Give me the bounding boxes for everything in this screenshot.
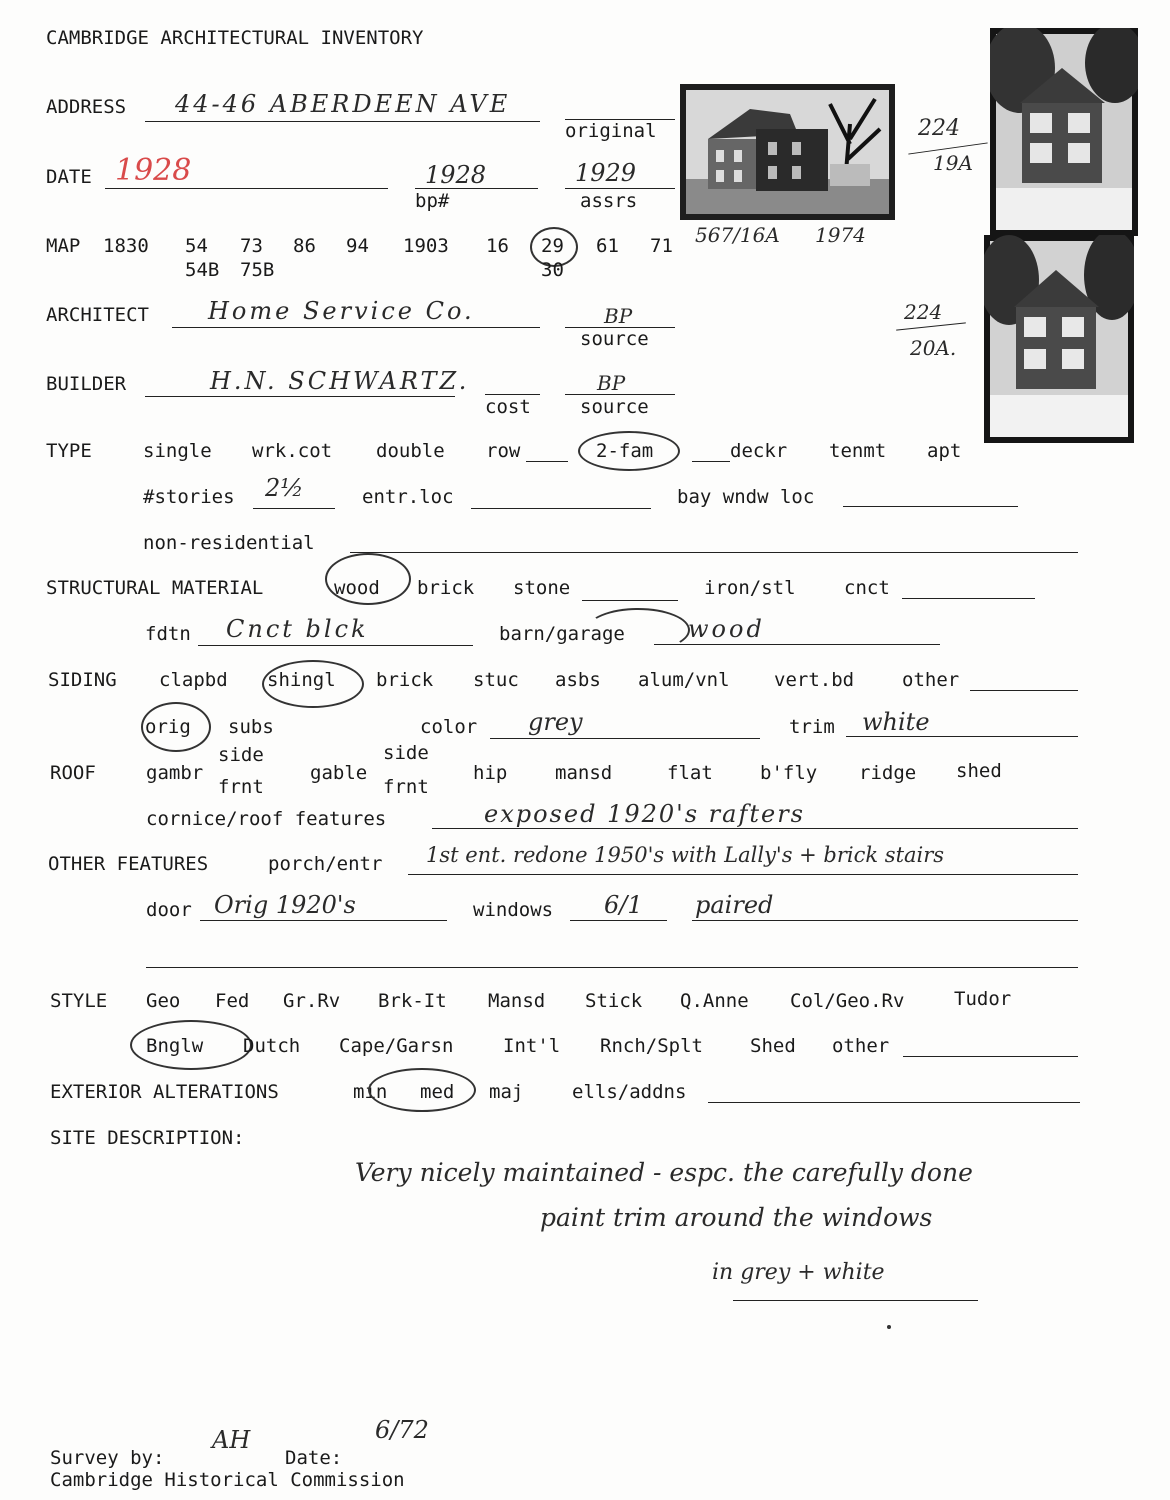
- structural-brick: brick: [417, 577, 475, 599]
- photo-top-image: [990, 28, 1138, 236]
- roof-ridge: ridge: [859, 762, 917, 784]
- original-label: original: [565, 120, 657, 142]
- stone-line: [582, 600, 678, 601]
- windows-value: 6/1: [604, 891, 643, 919]
- type-wrkcot: wrk.cot: [252, 440, 333, 462]
- site-line-3: in grey + white: [712, 1260, 885, 1285]
- map-86: 86: [293, 235, 316, 257]
- survey-label: Survey by:: [50, 1447, 165, 1469]
- trim-value: white: [862, 708, 930, 736]
- color-value: grey: [528, 708, 583, 736]
- bnglw-circle: [130, 1020, 252, 1070]
- row-line: [526, 461, 568, 462]
- form-title: CAMBRIDGE ARCHITECTURAL INVENTORY: [46, 27, 424, 49]
- site-line-1: Very nicely maintained - espc. the carefully done: [355, 1158, 973, 1187]
- structural-stone: stone: [513, 577, 571, 599]
- roof-side-1: side: [218, 744, 264, 766]
- style-bnglw: Bnglw: [146, 1035, 204, 1057]
- windows-note: paired: [695, 891, 774, 919]
- style-grrv: Gr.Rv: [283, 990, 341, 1012]
- assrs-line: [565, 188, 675, 189]
- med-circle: [368, 1068, 476, 1112]
- cornice-value: exposed 1920's rafters: [484, 800, 805, 828]
- survey-value: AH: [212, 1426, 251, 1454]
- roof-label: ROOF: [50, 762, 96, 784]
- siding-clapbd: clapbd: [159, 669, 228, 691]
- roof-hip: hip: [473, 762, 508, 784]
- style-mansd: Mansd: [488, 990, 546, 1012]
- type-row: row: [486, 440, 521, 462]
- porch-value: 1st ent. redone 1950's with Lally's + brick stairs: [426, 843, 945, 867]
- type-label: TYPE: [46, 440, 92, 462]
- porch-line: [408, 874, 1078, 875]
- style-other: other: [832, 1035, 890, 1057]
- style-tudor: Tudor: [954, 988, 1012, 1010]
- shingl-circle: [262, 660, 364, 708]
- other-features-label: OTHER FEATURES: [48, 853, 209, 875]
- map-54b: 54B: [185, 259, 220, 281]
- address-value: 44-46 ABERDEEN AVE: [175, 90, 511, 118]
- alterations-med: med: [420, 1081, 455, 1103]
- map-94: 94: [346, 235, 369, 257]
- map-61: 61: [596, 235, 619, 257]
- cost-line: [485, 394, 540, 395]
- style-other-line: [903, 1056, 1078, 1057]
- deckr-line: [692, 461, 730, 462]
- nonres-label: non-residential: [143, 532, 315, 554]
- house-photo-bottom: [984, 235, 1134, 443]
- style-shed: Shed: [750, 1035, 796, 1057]
- alterations-maj: maj: [489, 1081, 524, 1103]
- architect-source-label: source: [580, 328, 649, 350]
- map-1903: 1903: [403, 235, 449, 257]
- style-geo: Geo: [146, 990, 181, 1012]
- house-photo-top: [990, 28, 1138, 236]
- barn-line: [654, 644, 940, 645]
- builder-source-value: BP: [597, 371, 626, 395]
- siding-orig: orig: [145, 716, 191, 738]
- cost-label: cost: [485, 396, 531, 418]
- address-line: [145, 121, 540, 122]
- bay-line: [843, 506, 1018, 507]
- style-colgeorv: Col/Geo.Rv: [790, 990, 905, 1012]
- map-30: 30: [541, 259, 564, 281]
- siding-subs: subs: [228, 716, 274, 738]
- builder-label: BUILDER: [46, 373, 127, 395]
- style-label: STYLE: [50, 990, 108, 1012]
- roof-gable: gable: [310, 762, 368, 784]
- color-line: [490, 738, 760, 739]
- alterations-min: min: [353, 1081, 388, 1103]
- stories-label: #stories: [143, 486, 235, 508]
- roof-frnt-2: frnt: [383, 776, 429, 798]
- wood-circle: [325, 553, 411, 605]
- roof-bfly: b'fly: [760, 762, 818, 784]
- map-71: 71: [650, 235, 673, 257]
- architect-source-value: BP: [604, 304, 633, 328]
- roof-frnt-1: frnt: [218, 776, 264, 798]
- builder-line: [145, 396, 455, 397]
- trim-label: trim: [789, 716, 835, 738]
- date-label: DATE: [46, 166, 92, 188]
- style-rnchsplt: Rnch/Splt: [600, 1035, 703, 1057]
- survey-date-label: Date:: [285, 1447, 343, 1469]
- porch-label: porch/entr: [268, 853, 383, 875]
- siding-other-line: [970, 690, 1078, 691]
- siding-brick: brick: [376, 669, 434, 691]
- type-2fam: 2-fam: [596, 440, 654, 462]
- door-label: door: [146, 899, 192, 921]
- style-dutch: Dutch: [243, 1035, 301, 1057]
- roof-side-2: side: [383, 742, 429, 764]
- photo-top-ref-den: 19A: [933, 151, 973, 175]
- blank-line: [146, 967, 1078, 968]
- roof-gambr: gambr: [146, 762, 204, 784]
- assrs-value: 1929: [575, 159, 637, 187]
- nonres-line: [350, 552, 1078, 553]
- photo-bottom-ref-den: 20A.: [910, 336, 957, 360]
- bay-label: bay wndw loc: [677, 486, 815, 508]
- map-73: 73: [240, 235, 263, 257]
- survey-date-value: 6/72: [375, 1416, 429, 1444]
- windows-note-line: [692, 920, 1078, 921]
- builder-value: H.N. SCHWARTZ.: [210, 367, 470, 395]
- architect-value: Home Service Co.: [208, 297, 475, 325]
- structural-ironstl: iron/stl: [704, 577, 796, 599]
- photo-top-ref-num: 224: [918, 116, 960, 141]
- alterations-line: [708, 1102, 1080, 1103]
- 2fam-circle: [578, 431, 680, 471]
- siding-stuc: stuc: [473, 669, 519, 691]
- date-line: [105, 188, 388, 189]
- style-capegarsn: Cape/Garsn: [339, 1035, 454, 1057]
- structural-wood: wood: [334, 577, 380, 599]
- photo-bottom-ref-num: 224: [904, 300, 943, 324]
- fdtn-line: [198, 645, 473, 646]
- fdtn-label: fdtn: [145, 623, 191, 645]
- entr-label: entr.loc: [362, 486, 454, 508]
- map-54: 54: [185, 235, 208, 257]
- roof-mansd: mansd: [555, 762, 613, 784]
- photo-ref: 567/16A: [695, 223, 780, 247]
- cornice-line: [432, 828, 1078, 829]
- site-underline: [733, 1300, 978, 1301]
- photo-year: 1974: [815, 223, 866, 247]
- roof-shed: shed: [956, 760, 1002, 782]
- map-75b: 75B: [240, 259, 275, 281]
- alterations-ellsaddns: ells/addns: [572, 1081, 687, 1103]
- date-value: 1928: [115, 153, 192, 188]
- site-label: SITE DESCRIPTION:: [50, 1127, 245, 1149]
- stories-line: [253, 508, 335, 509]
- door-line: [200, 920, 447, 921]
- map-16: 16: [486, 235, 509, 257]
- style-qanne: Q.Anne: [680, 990, 749, 1012]
- siding-label: SIDING: [48, 669, 117, 691]
- entr-line: [471, 508, 651, 509]
- type-deckr: deckr: [730, 440, 788, 462]
- style-intl: Int'l: [503, 1035, 561, 1057]
- type-double: double: [376, 440, 445, 462]
- siding-shingl: shingl: [267, 669, 336, 691]
- map-1830: 1830: [103, 235, 149, 257]
- fdtn-value: Cnct blck: [226, 615, 369, 643]
- barn-label: barn/garage: [499, 623, 625, 645]
- photo-bottom-image: [984, 235, 1134, 443]
- siding-asbs: asbs: [555, 669, 601, 691]
- roof-flat: flat: [667, 762, 713, 784]
- trim-line: [846, 736, 1078, 737]
- builder-source-label: source: [580, 396, 649, 418]
- style-brkit: Brk-It: [378, 990, 447, 1012]
- type-apt: apt: [927, 440, 962, 462]
- assrs-label: assrs: [580, 190, 638, 212]
- color-label: color: [420, 716, 478, 738]
- garage-circle: [586, 608, 690, 652]
- pen-dot: [887, 1325, 891, 1329]
- door-value: Orig 1920's: [214, 891, 356, 919]
- bp-value: 1928: [425, 161, 487, 189]
- orig-circle: [141, 702, 211, 752]
- type-single: single: [143, 440, 212, 462]
- cnct-line: [902, 598, 1035, 599]
- bp-label: bp#: [415, 190, 450, 212]
- photo-1974-image: [680, 84, 895, 220]
- style-fed: Fed: [215, 990, 250, 1012]
- architect-label: ARCHITECT: [46, 304, 149, 326]
- structural-label: STRUCTURAL MATERIAL: [46, 577, 264, 599]
- windows-label: windows: [473, 899, 554, 921]
- barn-value: wood: [688, 615, 765, 643]
- siding-vertbd: vert.bd: [774, 669, 855, 691]
- siding-other: other: [902, 669, 960, 691]
- map-label: MAP: [46, 235, 81, 257]
- style-stick: Stick: [585, 990, 643, 1012]
- architect-line: [172, 327, 540, 328]
- cornice-label: cornice/roof features: [146, 808, 387, 830]
- alterations-label: EXTERIOR ALTERATIONS: [50, 1081, 279, 1103]
- stories-value: 2½: [265, 474, 304, 502]
- windows-line: [570, 920, 667, 921]
- site-line-2: paint trim around the windows: [540, 1203, 933, 1232]
- type-tenmt: tenmt: [829, 440, 887, 462]
- structural-cnct: cnct: [844, 577, 890, 599]
- house-photo-1974: [680, 84, 895, 220]
- siding-alumvnl: alum/vnl: [638, 669, 730, 691]
- address-label: ADDRESS: [46, 96, 127, 118]
- map-29: 29: [541, 235, 564, 257]
- org-name: Cambridge Historical Commission: [50, 1469, 405, 1491]
